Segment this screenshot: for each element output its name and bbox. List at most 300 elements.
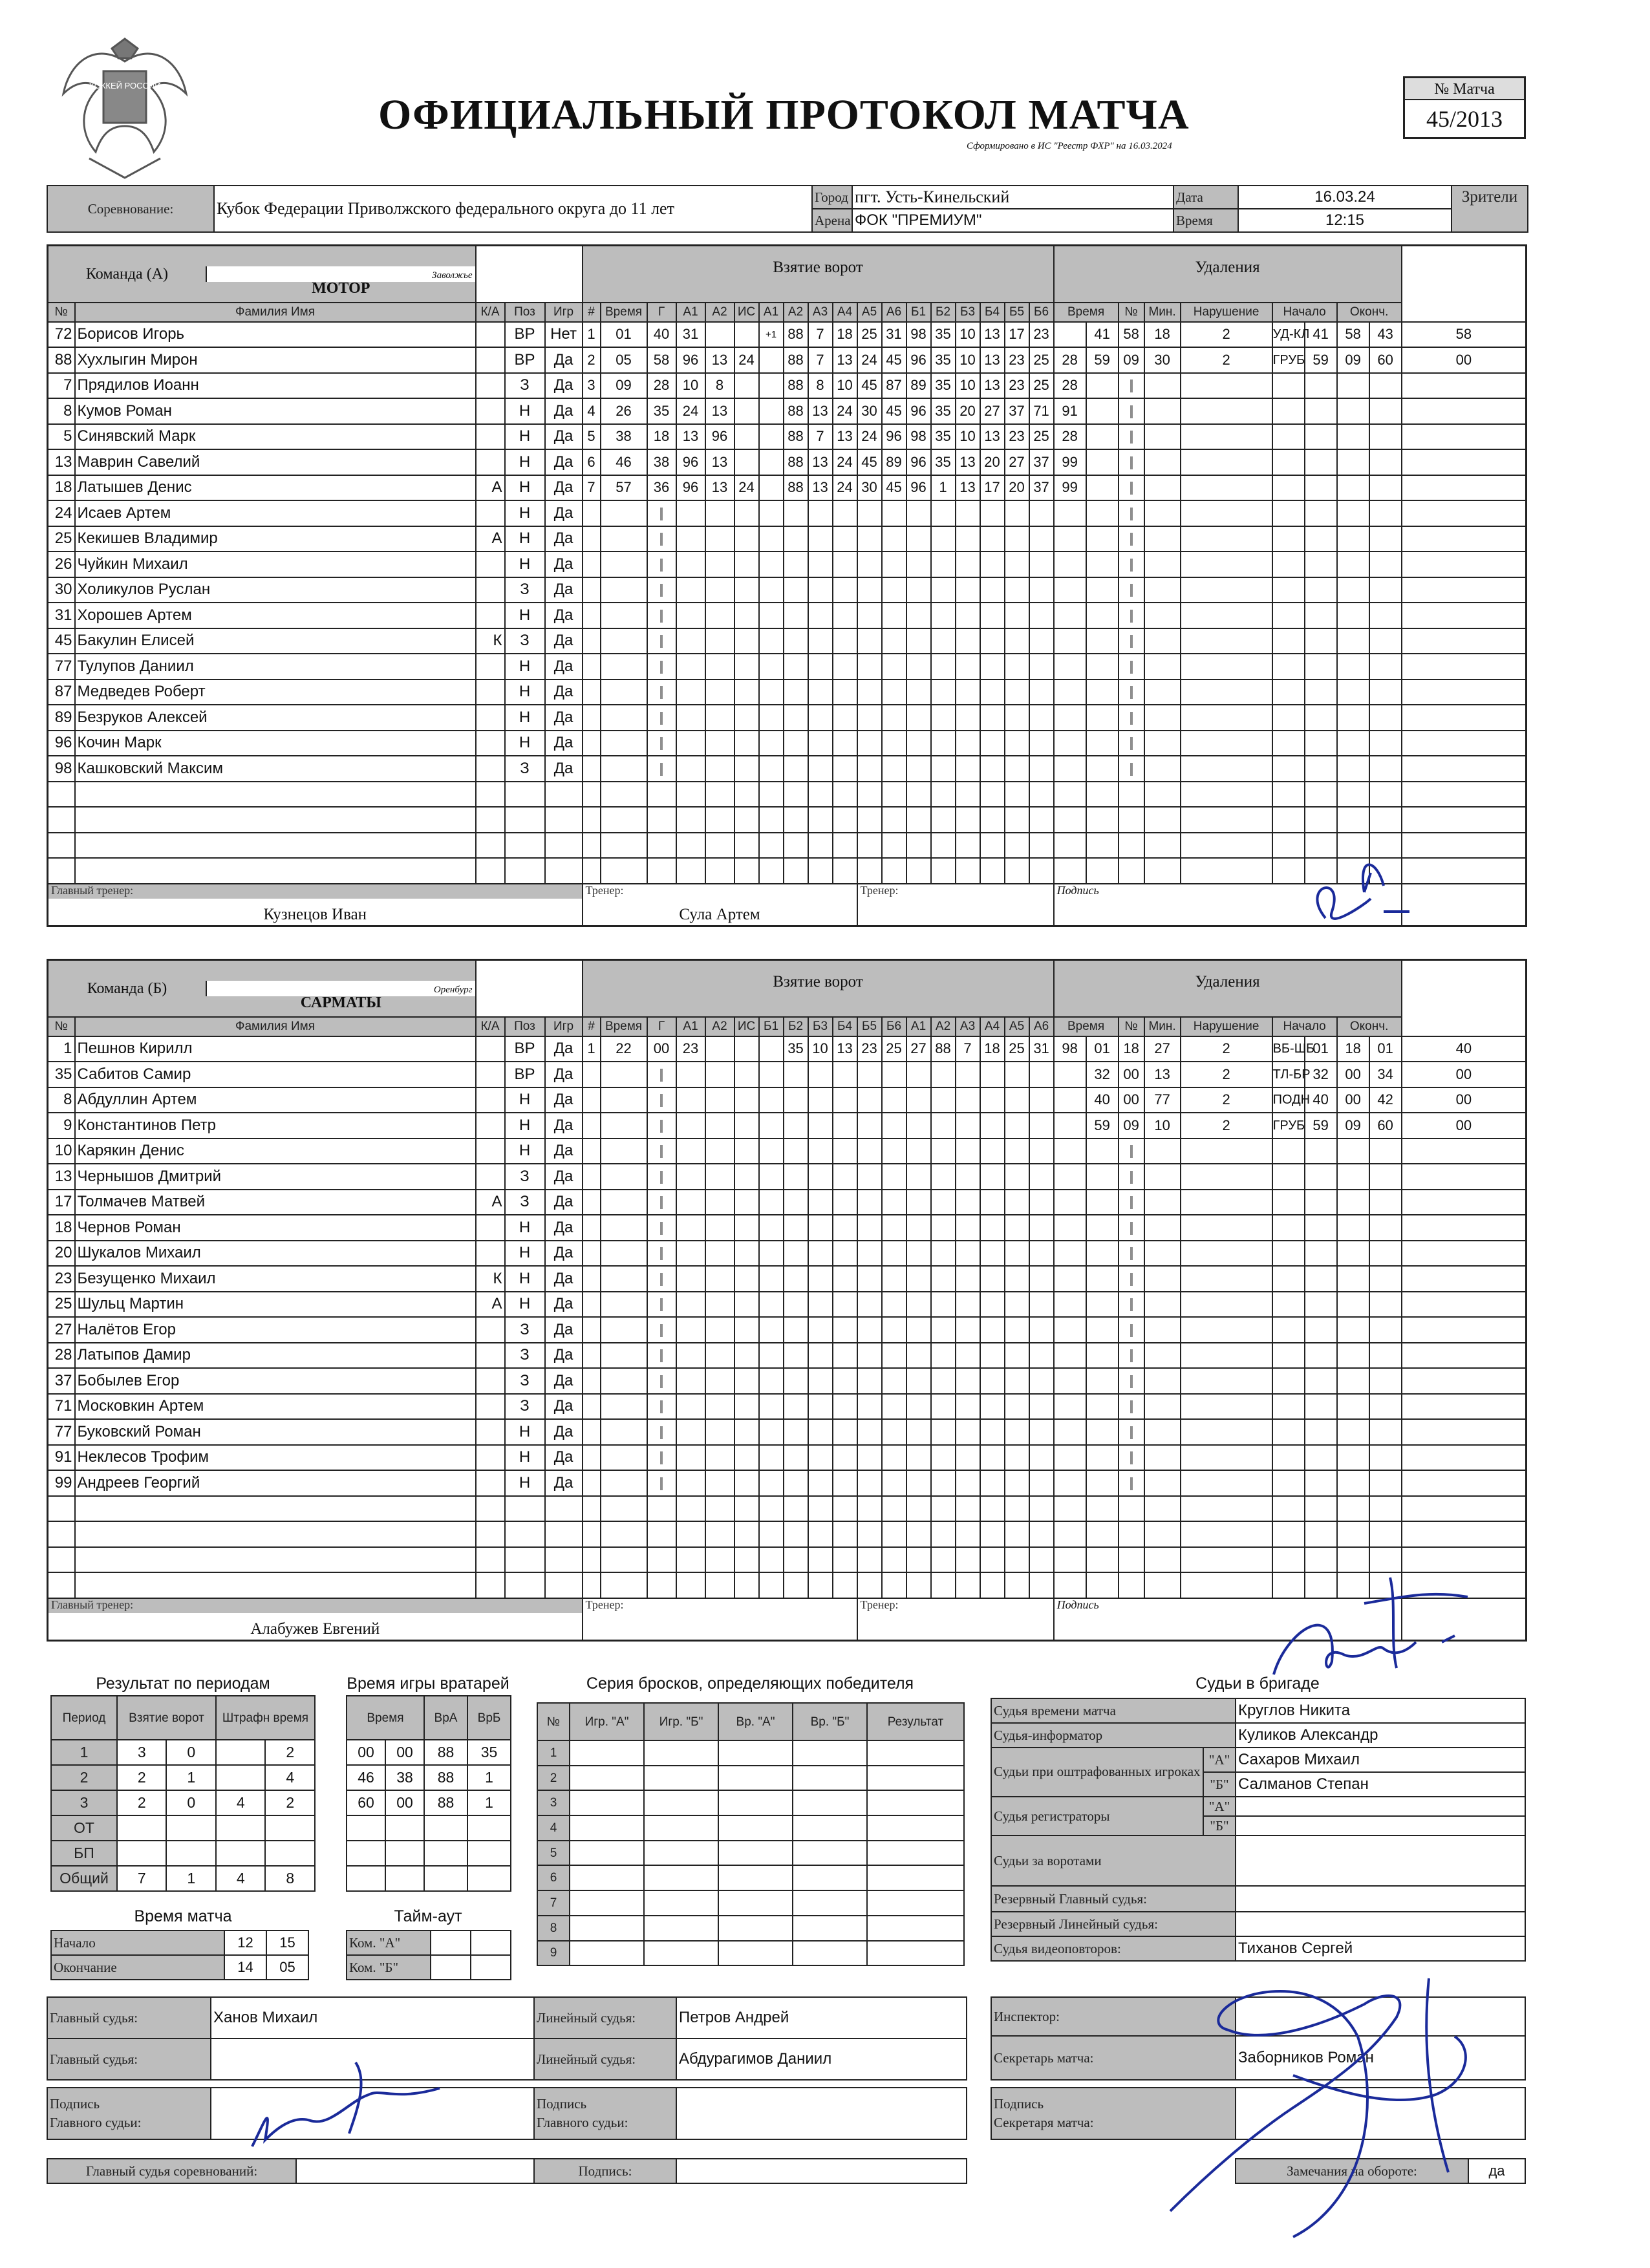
teamA-goal-1-5: 24 bbox=[734, 347, 759, 373]
goalie-cell-2-2: 88 bbox=[424, 1790, 467, 1815]
shootout-row-8: 9 bbox=[537, 1941, 570, 1966]
arena-label: Арена bbox=[812, 209, 852, 232]
teamA-pen-0-8: 58 bbox=[1402, 322, 1527, 348]
spectators-label: Зрители bbox=[1452, 186, 1528, 232]
teamA-player-8-0: 25 bbox=[48, 526, 75, 552]
teamA-row bbox=[48, 603, 1527, 628]
teamB-player-12-1: Латыпов Дамир bbox=[75, 1343, 476, 1369]
teamA-player-9-0: 26 bbox=[48, 551, 75, 577]
teamB-col-player-1: Фамилия Имя bbox=[75, 1017, 476, 1036]
teamB-col-player-0: № bbox=[48, 1017, 75, 1036]
teamA-goal-5-10: 45 bbox=[857, 449, 882, 475]
teamB-row bbox=[48, 1266, 1527, 1292]
teamA-goal-0-1: 01 bbox=[601, 322, 647, 348]
periods-cell-2-4: 2 bbox=[265, 1790, 315, 1815]
teamA-goal-1-4: 13 bbox=[705, 347, 734, 373]
teamA-goal-3-16: 37 bbox=[1005, 398, 1029, 424]
teamA-goal-2-3: 10 bbox=[676, 373, 705, 399]
teamA-player-17-3: З bbox=[505, 756, 545, 782]
teamB-player-4-0: 10 bbox=[48, 1139, 75, 1164]
periods-cell-4-3 bbox=[216, 1841, 265, 1866]
goalie-cell-2-3: 1 bbox=[467, 1790, 511, 1815]
teamB-col-goal-0: # bbox=[583, 1017, 601, 1036]
teamB-col-player-3: Поз bbox=[505, 1017, 545, 1036]
teamA-goal-6-9: 24 bbox=[833, 475, 857, 501]
teamA-player-13-3: Н bbox=[505, 654, 545, 679]
teamA-goal-5-18: 99 bbox=[1054, 449, 1086, 475]
teamA-goal-3-3: 24 bbox=[676, 398, 705, 424]
teamB-pen-1-3: 2 bbox=[1181, 1062, 1272, 1087]
teamA-goal-1-10: 24 bbox=[857, 347, 882, 373]
teamB-pen-3-8: 00 bbox=[1402, 1113, 1527, 1139]
teamA-col-goal-0: # bbox=[583, 303, 601, 322]
teamB-col-pen-3: Нарушение bbox=[1181, 1017, 1272, 1036]
teamA-goal-1-2: 58 bbox=[647, 347, 676, 373]
penalty-judge-b: Салманов Степан bbox=[1236, 1772, 1525, 1797]
periods-table bbox=[50, 1695, 316, 1892]
teamB-player-1-1: Сабитов Самир bbox=[75, 1062, 476, 1087]
teamB-player-1-4: Да bbox=[545, 1062, 583, 1087]
teamA-row bbox=[48, 807, 1527, 833]
teamA-goal-1-8: 7 bbox=[808, 347, 833, 373]
teamB-goal-0-15: 18 bbox=[980, 1036, 1005, 1062]
teamA-goal-4-18: 28 bbox=[1054, 424, 1086, 450]
teamB-row bbox=[48, 1419, 1527, 1445]
main-referee-1: Ханов Михаил bbox=[211, 1997, 534, 2038]
teamB-col-onice2-4: А5 bbox=[1005, 1017, 1029, 1036]
teamA-goal-1-12: 96 bbox=[906, 347, 931, 373]
timeout-b-label: Ком. "Б" bbox=[347, 1955, 431, 1980]
shootout-row-4: 5 bbox=[537, 1841, 570, 1866]
teamB-player-7-2 bbox=[476, 1215, 505, 1241]
periods-col-1: Взятие ворот bbox=[117, 1696, 216, 1740]
teamA-player-5-4: Да bbox=[545, 449, 583, 475]
teamA-row bbox=[48, 782, 1527, 808]
teamA-goal-5-9: 24 bbox=[833, 449, 857, 475]
teamB-col-onice1-5: Б6 bbox=[882, 1017, 906, 1036]
officials-right bbox=[991, 1996, 1526, 2081]
teamA-goal-3-5 bbox=[734, 398, 759, 424]
teamB-pen-2-8: 00 bbox=[1402, 1087, 1527, 1113]
teamB-pen-3-3: 2 bbox=[1181, 1113, 1272, 1139]
teamB-pen-1-7: 34 bbox=[1369, 1062, 1402, 1087]
teamA-player-14-2 bbox=[476, 679, 505, 705]
teamB-pen-2-7: 42 bbox=[1369, 1087, 1402, 1113]
teamA-goal-4-14: 10 bbox=[956, 424, 980, 450]
teamA-pen-0-2: 18 bbox=[1144, 322, 1181, 348]
teamA-player-5-0: 13 bbox=[48, 449, 75, 475]
city: пгт. Усть-Кинельский bbox=[852, 186, 1173, 209]
goalie-cell-5-0 bbox=[347, 1866, 385, 1891]
goalie-cell-2-0: 60 bbox=[347, 1790, 385, 1815]
teamA-player-11-1: Хорошев Артем bbox=[75, 603, 476, 628]
teamA-player-16-4: Да bbox=[545, 731, 583, 756]
goalie-cell-1-0: 46 bbox=[347, 1765, 385, 1790]
main-referee-label: Главный судья: bbox=[47, 1997, 211, 2038]
teamA-player-16-0: 96 bbox=[48, 731, 75, 756]
teamA-player-17-2 bbox=[476, 756, 505, 782]
teamA-goal-0-15: 13 bbox=[980, 322, 1005, 348]
goalie-cell-5-2 bbox=[424, 1866, 467, 1891]
teamA-coach-label: Тренер: bbox=[583, 884, 857, 899]
signature-secretary bbox=[991, 2087, 1526, 2140]
match-start-h: 12 bbox=[224, 1931, 266, 1955]
teamA-col-pen-2: Мин. bbox=[1144, 303, 1181, 322]
teamB-player-9-4: Да bbox=[545, 1266, 583, 1292]
teamA-player-4-4: Да bbox=[545, 424, 583, 450]
teamA-goal-1-17: 25 bbox=[1029, 347, 1054, 373]
teamA-goal-5-3: 96 bbox=[676, 449, 705, 475]
signatures-row bbox=[47, 2087, 967, 2140]
teamA-player-8-2: А bbox=[476, 526, 505, 552]
teamB-player-12-3: З bbox=[505, 1343, 545, 1369]
teamB-player-12-4: Да bbox=[545, 1343, 583, 1369]
teamB-row bbox=[48, 1394, 1527, 1420]
teamB-player-12-0: 28 bbox=[48, 1343, 75, 1369]
teamB-pen-2-4: ПОДН bbox=[1272, 1087, 1305, 1113]
referees-title: Судьи в бригаде bbox=[1195, 1674, 1320, 1693]
teamA-row bbox=[48, 679, 1527, 705]
teamB-col-goal-4: А2 bbox=[705, 1017, 734, 1036]
match-start-m: 15 bbox=[266, 1931, 308, 1955]
teamA-col-pen-3: Нарушение bbox=[1181, 303, 1272, 322]
date: 16.03.24 bbox=[1238, 186, 1452, 209]
teamB-player-3-1: Константинов Петр bbox=[75, 1113, 476, 1139]
teamB-player-9-1: Безущенко Михаил bbox=[75, 1266, 476, 1292]
teamA-goal-2-9: 10 bbox=[833, 373, 857, 399]
teamA-goal-0-11: 31 bbox=[882, 322, 906, 348]
teamA-goal-0-16: 17 bbox=[1005, 322, 1029, 348]
goalie-cell-3-3 bbox=[467, 1815, 511, 1841]
teamA-player-2-0: 7 bbox=[48, 373, 75, 399]
teamB-row bbox=[48, 1139, 1527, 1164]
penalty-judge-a-label: "А" bbox=[1203, 1748, 1236, 1772]
teamA-col-pen-4: Начало bbox=[1272, 303, 1337, 322]
teamB-row bbox=[48, 1343, 1527, 1369]
teamB-pen-2-3: 2 bbox=[1181, 1087, 1272, 1113]
teamB-player-17-3: Н bbox=[505, 1470, 545, 1496]
match-time-title: Время матча bbox=[134, 1907, 232, 1925]
teamB-goal-0-0: 1 bbox=[583, 1036, 601, 1062]
match-end-h: 14 bbox=[224, 1955, 266, 1980]
teamA-goal-4-10: 24 bbox=[857, 424, 882, 450]
teamB-player-17-1: Андреев Георгий bbox=[75, 1470, 476, 1496]
teamB-table bbox=[47, 959, 1527, 1642]
competition-referee-label: Главный судья соревнований: bbox=[47, 2159, 296, 2183]
teamA-col-player-4: Игр bbox=[545, 303, 583, 322]
periods-cell-2-2: 0 bbox=[166, 1790, 216, 1815]
teamA-player-7-2 bbox=[476, 500, 505, 526]
teamB-player-0-4: Да bbox=[545, 1036, 583, 1062]
teamA-penalties-heading: Удаления bbox=[1054, 246, 1402, 303]
teamA-goal-6-14: 13 bbox=[956, 475, 980, 501]
teamA-goal-5-11: 89 bbox=[882, 449, 906, 475]
teamA-goal-5-1: 46 bbox=[601, 449, 647, 475]
secretary-label: Секретарь матча: bbox=[991, 2036, 1236, 2080]
teamB-player-10-3: Н bbox=[505, 1292, 545, 1318]
teamA-player-0-4: Нет bbox=[545, 322, 583, 348]
teamB-penalties-heading: Удаления bbox=[1054, 960, 1402, 1017]
teamB-player-0-0: 1 bbox=[48, 1036, 75, 1062]
teamB-player-13-4: Да bbox=[545, 1368, 583, 1394]
teamB-player-10-1: Шульц Мартин bbox=[75, 1292, 476, 1318]
teamA-goal-5-4: 13 bbox=[705, 449, 734, 475]
teamA-goal-0-18 bbox=[1054, 322, 1086, 348]
teamA-goal-0-4 bbox=[705, 322, 734, 348]
teamA-player-12-3: З bbox=[505, 628, 545, 654]
goalie-cell-3-2 bbox=[424, 1815, 467, 1841]
teamA-goal-1-9: 13 bbox=[833, 347, 857, 373]
teamA-goal-5-8: 13 bbox=[808, 449, 833, 475]
teamB-col-pen-2: Мин. bbox=[1144, 1017, 1181, 1036]
teamA-row bbox=[48, 731, 1527, 756]
teamA-goal-5-7: 88 bbox=[784, 449, 808, 475]
goalie-cell-0-1: 00 bbox=[385, 1740, 424, 1765]
teamB-pen-1-1: 00 bbox=[1119, 1062, 1144, 1087]
goalie-col-1: ВрА bbox=[424, 1696, 467, 1740]
teamB-player-4-3: Н bbox=[505, 1139, 545, 1164]
teamA-player-8-3: Н bbox=[505, 526, 545, 552]
teamA-goal-1-18: 28 bbox=[1054, 347, 1086, 373]
teamA-goal-2-10: 45 bbox=[857, 373, 882, 399]
teamA-goal-6-4: 13 bbox=[705, 475, 734, 501]
teamA-goal-2-2: 28 bbox=[647, 373, 676, 399]
remarks: да bbox=[1468, 2159, 1525, 2183]
teamB-col-onice2-3: А4 bbox=[980, 1017, 1005, 1036]
time-label: Время bbox=[1173, 209, 1238, 232]
teamA-goal-0-10: 25 bbox=[857, 322, 882, 348]
periods-cell-1-1: 2 bbox=[117, 1765, 166, 1790]
match-end-m: 05 bbox=[266, 1955, 308, 1980]
teamB-col-onice2-0: А1 bbox=[906, 1017, 931, 1036]
periods-cell-0-4: 2 bbox=[265, 1740, 315, 1765]
teamB-player-5-1: Чернышов Дмитрий bbox=[75, 1164, 476, 1190]
teamA-player-17-0: 98 bbox=[48, 756, 75, 782]
teamA-player-4-2 bbox=[476, 424, 505, 450]
teamB-player-16-4: Да bbox=[545, 1445, 583, 1471]
teamB-player-4-4: Да bbox=[545, 1139, 583, 1164]
teamB-player-9-2: К bbox=[476, 1266, 505, 1292]
time-judge-label: Судья времени матча bbox=[991, 1698, 1236, 1723]
shootout-title: Серия бросков, определяющих победителя bbox=[586, 1674, 914, 1693]
teamA-goal-1-15: 13 bbox=[980, 347, 1005, 373]
shootout-row-1: 2 bbox=[537, 1766, 570, 1791]
teamA-goal-0-2: 40 bbox=[647, 322, 676, 348]
teamA-row bbox=[48, 424, 1527, 450]
teamB-player-5-3: З bbox=[505, 1164, 545, 1190]
teamA-goal-1-7: 88 bbox=[784, 347, 808, 373]
registrars-label: Судья регистраторы bbox=[991, 1797, 1203, 1835]
teamA-player-10-1: Холикулов Руслан bbox=[75, 577, 476, 603]
teamB-row bbox=[48, 1164, 1527, 1190]
teamB-goal-0-17: 31 bbox=[1029, 1036, 1054, 1062]
teamB-player-14-1: Московкин Артем bbox=[75, 1394, 476, 1420]
periods-cell-2-3: 4 bbox=[216, 1790, 265, 1815]
teamA-pen-1-8: 00 bbox=[1402, 347, 1527, 373]
teamB-player-0-3: ВР bbox=[505, 1036, 545, 1062]
teamB-player-7-1: Чернов Роман bbox=[75, 1215, 476, 1241]
teamB-player-16-3: Н bbox=[505, 1445, 545, 1471]
teamB-row bbox=[48, 1368, 1527, 1394]
competition: Кубок Федерации Приволжского федерального округа до 11 лет bbox=[214, 186, 812, 232]
teamB-player-3-2 bbox=[476, 1113, 505, 1139]
teamA-main-coach: Кузнецов Иван bbox=[263, 905, 367, 923]
teamA-player-0-2 bbox=[476, 322, 505, 348]
teamB-signature-label: Подпись bbox=[1056, 1598, 1099, 1611]
timeout-table bbox=[346, 1930, 511, 1980]
remarks-label: Замечания на обороте: bbox=[1236, 2159, 1468, 2183]
arena: ФОК "ПРЕМИУМ" bbox=[852, 209, 1173, 232]
teamB-row bbox=[48, 1292, 1527, 1318]
teamA-goal-0-12: 98 bbox=[906, 322, 931, 348]
teamA-col-pen-0: Время bbox=[1054, 303, 1119, 322]
periods-cell-0-2: 0 bbox=[166, 1740, 216, 1765]
shootout-row-7: 8 bbox=[537, 1916, 570, 1941]
teamA-player-3-4: Да bbox=[545, 398, 583, 424]
date-label: Дата bbox=[1173, 186, 1238, 209]
shootout-col-2: Игр. "Б" bbox=[644, 1703, 718, 1740]
teamB-col-onice1-0: Б1 bbox=[759, 1017, 784, 1036]
teamB-col-onice1-1: Б2 bbox=[784, 1017, 808, 1036]
teamA-goal-5-6 bbox=[759, 449, 784, 475]
teamB-goal-0-16: 25 bbox=[1005, 1036, 1029, 1062]
teamA-player-16-3: Н bbox=[505, 731, 545, 756]
teamA-goal-6-13: 1 bbox=[931, 475, 956, 501]
teamB-pen-0-7: 01 bbox=[1369, 1036, 1402, 1062]
teamB-player-16-1: Неклесов Трофим bbox=[75, 1445, 476, 1471]
teamA-goal-2-11: 87 bbox=[882, 373, 906, 399]
teamA-coach: Сула Артем bbox=[679, 905, 760, 923]
teamB-player-4-2 bbox=[476, 1139, 505, 1164]
teamA-goal-2-15: 13 bbox=[980, 373, 1005, 399]
teamA-goal-3-9: 24 bbox=[833, 398, 857, 424]
teamA-player-5-1: Маврин Савелий bbox=[75, 449, 476, 475]
teamA-goal-6-16: 20 bbox=[1005, 475, 1029, 501]
teamA-goal-4-8: 7 bbox=[808, 424, 833, 450]
sign-secretary-label: Подпись Секретаря матча: bbox=[991, 2088, 1236, 2139]
match-number: 45/2013 bbox=[1426, 106, 1503, 132]
line-referee-1: Петров Андрей bbox=[676, 1997, 967, 2038]
teamB-pen-3-6: 09 bbox=[1337, 1113, 1369, 1139]
teamA-player-9-2 bbox=[476, 551, 505, 577]
teamB-pen-0-5: 01 bbox=[1305, 1036, 1337, 1062]
teamA-goal-6-6 bbox=[759, 475, 784, 501]
teamA-goal-2-8: 8 bbox=[808, 373, 833, 399]
shootout-row-0: 1 bbox=[537, 1740, 570, 1766]
teamA-player-14-3: Н bbox=[505, 679, 545, 705]
teamA-pen-0-3: 2 bbox=[1181, 322, 1272, 348]
teamB-goals-heading: Взятие ворот bbox=[583, 960, 1054, 1017]
secretary: Заборников Роман bbox=[1236, 2036, 1525, 2080]
teamA-row bbox=[48, 628, 1527, 654]
teamB-goal-0-7: 35 bbox=[784, 1036, 808, 1062]
teamA-goal-3-4: 13 bbox=[705, 398, 734, 424]
teamA-col-onice2-2: Б3 bbox=[956, 303, 980, 322]
teamB-goal-0-13: 88 bbox=[931, 1036, 956, 1062]
main-referee-2 bbox=[211, 2038, 534, 2080]
teamB-goal-0-18: 98 bbox=[1054, 1036, 1086, 1062]
teamB-player-11-0: 27 bbox=[48, 1317, 75, 1343]
teamA-row bbox=[48, 500, 1527, 526]
teamB-player-0-1: Пешнов Кирилл bbox=[75, 1036, 476, 1062]
teamA-col-onice2-5: Б6 bbox=[1029, 303, 1054, 322]
teamA-pen-1-7: 60 bbox=[1369, 347, 1402, 373]
teamB-pen-0-1: 18 bbox=[1119, 1036, 1144, 1062]
teamB-player-2-2 bbox=[476, 1087, 505, 1113]
teamA-player-11-3: Н bbox=[505, 603, 545, 628]
teamA-row bbox=[48, 475, 1527, 501]
teamB-pen-3-2: 10 bbox=[1144, 1113, 1181, 1139]
teamA-goal-3-17: 71 bbox=[1029, 398, 1054, 424]
teamB-col-onice2-2: А3 bbox=[956, 1017, 980, 1036]
teamA-goal-3-11: 45 bbox=[882, 398, 906, 424]
teamA-col-goal-4: А2 bbox=[705, 303, 734, 322]
teamA-goal-5-0: 6 bbox=[583, 449, 601, 475]
teamA-col-goal-1: Время bbox=[601, 303, 647, 322]
teamA-goal-4-3: 13 bbox=[676, 424, 705, 450]
teamB-pen-3-1: 09 bbox=[1119, 1113, 1144, 1139]
teamB-player-4-1: Карякин Денис bbox=[75, 1139, 476, 1164]
teamB-pen-1-8: 00 bbox=[1402, 1062, 1527, 1087]
teamA-goal-4-17: 25 bbox=[1029, 424, 1054, 450]
teamB-main-coach-label: Главный тренер: bbox=[48, 1599, 582, 1613]
teamA-goal-6-18: 99 bbox=[1054, 475, 1086, 501]
teamA-row bbox=[48, 577, 1527, 603]
teamA-player-12-1: Бакулин Елисей bbox=[75, 628, 476, 654]
teamA-player-15-4: Да bbox=[545, 705, 583, 731]
teamA-goal-2-1: 09 bbox=[601, 373, 647, 399]
competition-label: Соревнование: bbox=[47, 186, 214, 232]
teamB-col-pen-5: Оконч. bbox=[1337, 1017, 1402, 1036]
teamA-goal-6-7: 88 bbox=[784, 475, 808, 501]
shootout-col-5: Результат bbox=[867, 1703, 964, 1740]
teamA-pen-1-2: 30 bbox=[1144, 347, 1181, 373]
teamA-row bbox=[48, 551, 1527, 577]
teamB-row bbox=[48, 1470, 1527, 1496]
goalie-cell-3-1 bbox=[385, 1815, 424, 1841]
teamB-main-coach: Алабужев Евгений bbox=[250, 1620, 380, 1638]
teamB-row bbox=[48, 1062, 1527, 1087]
teamB-col-onice1-4: Б5 bbox=[857, 1017, 882, 1036]
teamA-col-goal-2: Г bbox=[647, 303, 676, 322]
match-number-box bbox=[1403, 76, 1526, 139]
teamB-pen-3-5: 59 bbox=[1305, 1113, 1337, 1139]
teamA-player-13-4: Да bbox=[545, 654, 583, 679]
teamB-player-10-4: Да bbox=[545, 1292, 583, 1318]
teamA-player-2-3: З bbox=[505, 373, 545, 399]
teamB-goal-0-14: 7 bbox=[956, 1036, 980, 1062]
teamA-goal-4-6 bbox=[759, 424, 784, 450]
teamA-player-1-4: Да bbox=[545, 347, 583, 373]
teamA-player-12-4: Да bbox=[545, 628, 583, 654]
teamA-player-14-0: 87 bbox=[48, 679, 75, 705]
match-info bbox=[47, 185, 1528, 233]
teamA-player-8-1: Кекишев Владимир bbox=[75, 526, 476, 552]
teamB-player-13-3: З bbox=[505, 1368, 545, 1394]
teamB-row bbox=[48, 1521, 1527, 1547]
teamA-goal-5-14: 13 bbox=[956, 449, 980, 475]
teamB-pen-1-5: 32 bbox=[1305, 1062, 1337, 1087]
teamA-player-14-1: Медведев Роберт bbox=[75, 679, 476, 705]
teamA-player-4-0: 5 bbox=[48, 424, 75, 450]
bottom-row bbox=[47, 2158, 967, 2184]
teamA-goal-2-7: 88 bbox=[784, 373, 808, 399]
city-label: Город bbox=[812, 186, 852, 209]
teamA-goal-6-10: 30 bbox=[857, 475, 882, 501]
teamA-goal-3-13: 35 bbox=[931, 398, 956, 424]
teamB-row bbox=[48, 1036, 1527, 1062]
teamB-coach bbox=[583, 1613, 857, 1621]
